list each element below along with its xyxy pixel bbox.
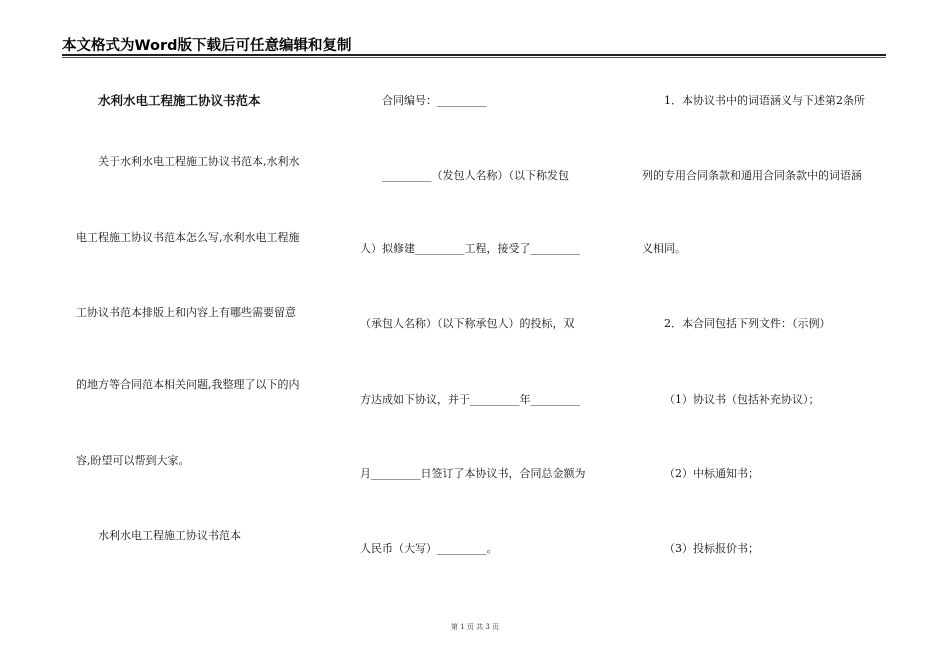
list-item: （1）协议书（包括补充协议）；: [664, 393, 820, 406]
text-line: 关于水利水电工程施工协议书范本,水利水: [98, 155, 300, 168]
page-footer: 第 1 页 共 3 页: [450, 623, 500, 631]
text-line: 1．本协议书中的词语涵义与下述第2条所: [664, 94, 865, 107]
list-item: （2）中标通知书；: [664, 467, 759, 480]
text-line: （承包人名称）（以下称承包人）的投标，双: [360, 317, 575, 330]
text-line: 人民币（大写）_________。: [360, 542, 498, 555]
text-line: 容,盼望可以帮到大家。: [76, 454, 190, 467]
document-header: 本文格式为Word版下载后可任意编辑和复制: [62, 38, 352, 54]
text-line: 电工程施工协议书范本怎么写,水利水电工程施: [76, 231, 300, 244]
text-line: 的地方等合同范本相关问题,我整理了以下的内: [76, 378, 300, 391]
text-line: 义相同。: [642, 242, 686, 255]
section-heading: 水利水电工程施工协议书范本: [98, 529, 241, 542]
list-item: （3）投标报价书；: [664, 542, 759, 555]
text-line: _________（发包人名称）（以下称发包: [382, 169, 569, 182]
text-line: 工协议书范本排版上和内容上有哪些需要留意: [76, 306, 296, 319]
text-line: 月_________日签订了本协议书，合同总金额为: [360, 467, 586, 480]
header-rule-thin: [62, 57, 886, 58]
text-line: 人）拟修建_________工程，接受了_________: [360, 242, 580, 255]
document-title: 水利水电工程施工协议书范本: [98, 93, 261, 108]
header-rule: [62, 54, 886, 56]
text-line: 方达成如下协议，并于_________年_________: [360, 393, 580, 406]
text-line: 列的专用合同条款和通用合同条款中的词语涵: [642, 169, 862, 182]
contract-number: 合同编号：_________: [382, 94, 487, 107]
text-line: 2．本合同包括下列文件：（示例）: [664, 317, 831, 330]
